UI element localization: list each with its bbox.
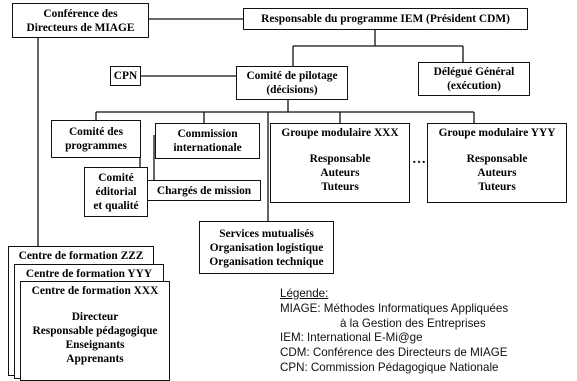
centre-xxx-title: Centre de formation XXX — [31, 285, 159, 297]
box-comite-pilotage — [236, 66, 348, 100]
box-services-mutualises — [199, 221, 334, 274]
comite-editorial-line-3: et qualité — [93, 200, 139, 212]
centre-xxx-directeur: Directeur — [71, 311, 119, 323]
delegue-line-2: (exécution) — [447, 80, 501, 92]
cpn-label: CPN — [113, 70, 138, 82]
groupe-yyy-title: Groupe modulaire YYY — [438, 127, 556, 139]
groupe-xxx-tuteurs: Tuteurs — [321, 181, 359, 193]
box-charges-mission — [147, 180, 261, 201]
comite-editorial-line-1: Comité — [98, 172, 134, 184]
services-line-3: Organisation technique — [209, 255, 324, 268]
legend-title: Légende: — [280, 287, 329, 300]
commission-line-2: internationale — [173, 142, 242, 154]
commission-line-1: Commission — [177, 128, 238, 140]
legend-miage: MIAGE: Méthodes Informatiques Appliquées — [280, 301, 509, 315]
cdm-line-1: Conférence des — [43, 7, 118, 20]
groupe-yyy-tuteurs: Tuteurs — [478, 181, 516, 193]
box-commission-internationale — [155, 123, 260, 159]
groupe-yyy-responsable: Responsable — [466, 153, 528, 165]
groupe-yyy-auteurs: Auteurs — [477, 167, 517, 179]
comite-programmes-line-2: programmes — [65, 140, 127, 152]
box-cpn — [110, 66, 141, 86]
centre-xxx-responsable: Responsable pédagogique — [32, 325, 158, 337]
centre-xxx-apprenants: Apprenants — [66, 353, 124, 365]
ellipsis-between-groups: … — [412, 152, 426, 167]
box-centre-xxx — [20, 281, 170, 381]
responsable-line-1: Responsable du programme IEM (Président CDM) — [261, 13, 510, 25]
box-delegue-general — [418, 62, 530, 96]
groupe-xxx-title: Groupe modulaire XXX — [281, 127, 399, 139]
legend — [280, 287, 508, 376]
groupe-xxx-auteurs: Auteurs — [320, 167, 360, 179]
centre-xxx-enseignants: Enseignants — [65, 339, 125, 351]
cdm-line-2: Directeurs de MIAGE — [26, 21, 135, 34]
box-groupe-xxx — [270, 123, 410, 203]
box-cdm — [12, 3, 149, 38]
services-line-1: Services mutualisés — [219, 227, 314, 240]
comite-pilotage-line-1: Comité de pilotage — [246, 70, 338, 82]
box-responsable-iem — [243, 8, 528, 30]
box-comite-programmes — [51, 120, 141, 158]
box-groupe-yyy — [427, 123, 567, 203]
legend-miage-cont: à la Gestion des Entreprises — [340, 316, 486, 330]
legend-cdm: CDM: Conférence des Directeurs de MIAGE — [280, 346, 508, 360]
comite-pilotage-line-2: (décisions) — [266, 84, 318, 96]
groupe-xxx-responsable: Responsable — [309, 153, 371, 165]
comite-programmes-line-1: Comité des — [68, 126, 124, 138]
centre-yyy-title: Centre de formation YYY — [25, 268, 153, 280]
legend-cpn: CPN: Commission Pédagogique Nationale — [280, 360, 499, 374]
comite-editorial-line-2: éditorial — [95, 186, 137, 198]
charges-mission-label: Chargés de mission — [156, 184, 252, 197]
legend-iem: IEM: International E-Mi@ge — [280, 331, 423, 345]
centre-zzz-title: Centre de formation ZZZ — [18, 250, 144, 262]
delegue-line-1: Délégué Général — [433, 66, 515, 78]
services-line-2: Organisation logistique — [209, 241, 324, 254]
box-comite-editorial — [84, 167, 148, 217]
